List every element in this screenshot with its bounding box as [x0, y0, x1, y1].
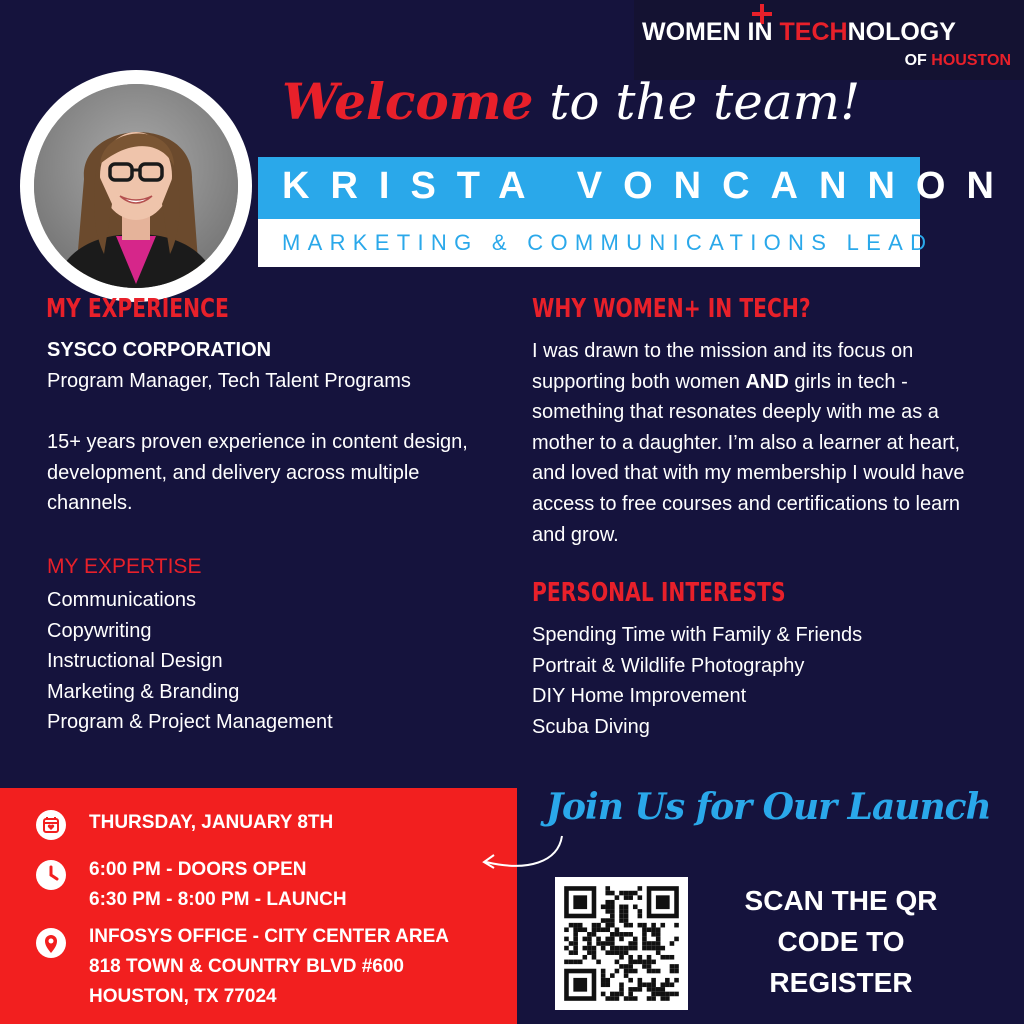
why-text: I was drawn to the mission and its focus on supporting both women AND girls in tech - something that resonates deeply with me as a mother to a daughter. I’m also a learner at heart, and loved that with my membership I would have access to free courses and certifications to learn and grow.	[532, 340, 965, 546]
organization-logo	[634, 0, 1024, 80]
expertise-list	[47, 585, 333, 738]
event-time-launch: 6:30 PM - 8:00 PM - LAUNCH	[89, 889, 347, 910]
list-item: Communications	[47, 589, 196, 611]
event-location-name: INFOSYS OFFICE - CITY CENTER AREA	[89, 926, 449, 947]
event-date: THURSDAY, JANUARY 8TH	[89, 812, 334, 833]
list-item: DIY Home Improvement	[532, 685, 747, 708]
list-item: Spending Time with Family & Friends	[532, 624, 863, 646]
list-item: Portrait & Wildlife Photography	[532, 654, 805, 677]
event-time-doors: 6:00 PM - DOORS OPEN	[89, 859, 307, 880]
list-item: Program & Project Management	[47, 711, 333, 734]
profile-photo	[34, 84, 238, 288]
member-name: KRISTA VONCANNON	[282, 165, 1015, 207]
interests-list	[532, 620, 862, 742]
company-name: SYSCO CORPORATION	[47, 339, 272, 361]
registration-qr-code[interactable]	[555, 877, 688, 1010]
experience-summary: 15+ years proven experience in content design, development, and delivery across multiple channels.	[47, 431, 468, 515]
map-pin-icon	[36, 928, 66, 958]
experience-heading: MY EXPERIENCE	[46, 294, 229, 324]
scan-instruction: SCAN THE QR CODE TO REGISTER	[744, 885, 938, 998]
expertise-heading: MY EXPERTISE	[47, 555, 202, 578]
logo-title: WOMEN IN TECHNOLOGY	[642, 18, 956, 46]
event-address: 818 TOWN & COUNTRY BLVD #600	[89, 956, 404, 977]
list-item: Scuba Diving	[532, 715, 650, 738]
list-item: Instructional Design	[47, 650, 223, 673]
event-city: HOUSTON, TX 77024	[89, 986, 277, 1007]
logo-subtitle: OF HOUSTON	[904, 52, 1011, 69]
clock-icon	[36, 860, 66, 890]
event-details-box	[0, 788, 517, 1024]
launch-heading: Join Us for Our Launch	[546, 786, 991, 828]
why-heading: WHY WOMEN+ IN TECH?	[532, 294, 811, 324]
curved-arrow-icon	[478, 832, 574, 882]
member-role: MARKETING & COMMUNICATIONS LEAD	[282, 230, 934, 255]
interests-heading: PERSONAL INTERESTS	[532, 578, 786, 608]
list-item: Copywriting	[47, 619, 152, 642]
calendar-heart-icon	[36, 810, 66, 840]
job-title: Program Manager, Tech Talent Programs	[47, 370, 411, 392]
list-item: Marketing & Branding	[47, 680, 240, 703]
welcome-heading: Welcome to the team!	[282, 72, 861, 131]
